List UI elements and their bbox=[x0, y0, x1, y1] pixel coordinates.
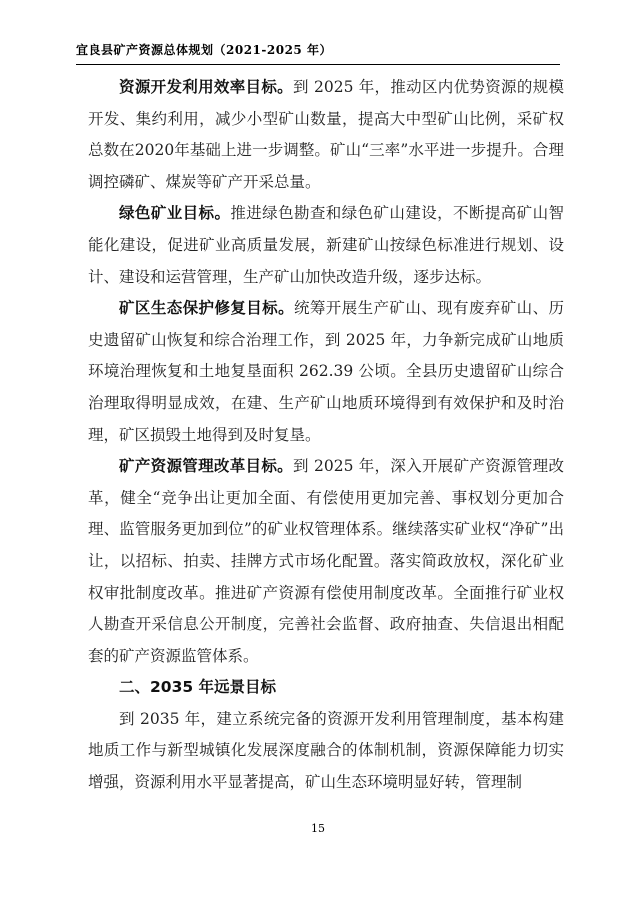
paragraph-text: 到 2025 年，推动区内优势资源的规模开发、集约利用，减少小型矿山数量，提高大中型矿山比例，采矿权总数在2020年基础上进一步调整。矿山“三率”水平进一步提升。合理调控磷矿、煤炭等矿产开采总量。 bbox=[88, 78, 564, 191]
paragraph-green-mining bbox=[88, 198, 564, 293]
paragraph-text: 统筹开展生产矿山、现有废弃矿山、历史遗留矿山恢复和综合治理工作，到 2025 年，力争新完成矿山地质环境治理恢复和土地复垦面积 262.39 公顷。全县历史遗留矿山综合治理取得明显成效，在建、生产矿山地质环境得到有效保护和及时治理，矿区损毁土地得到及时复垦。 bbox=[88, 299, 564, 444]
paragraph-vision-2035: 到 2035 年，建立系统完备的资源开发利用管理制度，基本构建地质工作与新型城镇化发展深度融合的体制机制，资源保障能力切实增强，资源利用水平显著提高，矿山生态环境明显好转，管理制 bbox=[88, 709, 564, 792]
running-header: 宜良县矿产资源总体规划（2021-2025 年） bbox=[76, 43, 332, 57]
paragraph-lead: 资源开发利用效率目标。 bbox=[119, 78, 293, 96]
paragraph-lead: 矿区生态保护修复目标。 bbox=[119, 299, 294, 318]
body-text bbox=[88, 72, 564, 799]
page-number: 15 bbox=[311, 822, 325, 835]
paragraph-lead: 矿产资源管理改革目标。 bbox=[119, 457, 293, 476]
paragraph-ecological-restoration bbox=[88, 293, 564, 451]
paragraph-resource-efficiency bbox=[88, 72, 564, 198]
paragraph-text: 推进绿色勘查和绿色矿山建设，不断提高矿山智能化建设，促进矿业高质量发展，新建矿山按绿色标准进行规划、设计、建设和运营管理，生产矿山加快改造升级，逐步达标。 bbox=[88, 204, 564, 286]
paragraph-lead: 绿色矿业目标。 bbox=[119, 204, 231, 223]
paragraph-management-reform bbox=[88, 451, 564, 672]
header-rule bbox=[76, 64, 560, 65]
paragraph-text: 到 2025 年，深入开展矿产资源管理改革，健全“竞争出让更加全面、有偿使用更加完善、事权划分更加合理、监管服务更加到位”的矿业权管理体系。继续落实矿业权“净矿”出让，以招标、拍卖、挂牌方式市场化配置。落实简政放权，深化矿业权审批制度改革。推进矿产资源有偿使用制度改革。全面推行矿业权人勘查开采信息公开制度，完善社会监督、政府抽查、失信退出相配套的矿产资源监管体系。 bbox=[88, 457, 564, 665]
section-heading: 二、2035 年远景目标 bbox=[119, 678, 277, 697]
